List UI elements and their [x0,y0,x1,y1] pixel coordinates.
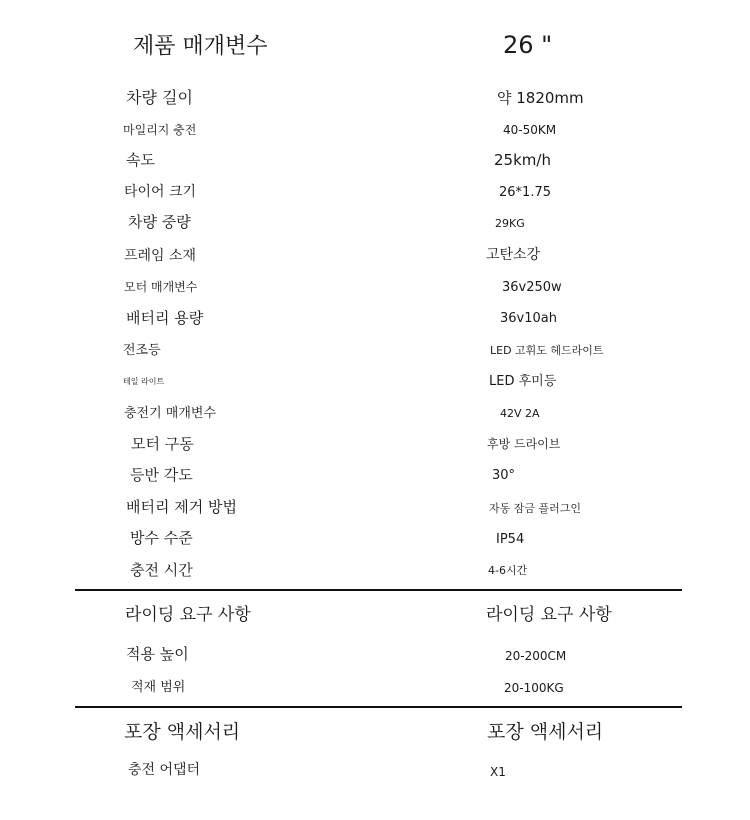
spec-label: 모터 매개변수 [124,280,198,294]
spec-label: 차량 중량 [128,213,191,231]
page-title: 제품 매개변수 [133,34,268,59]
accessories-section-title: 포장 액세서리 [124,721,241,743]
riding-value: 20-200CM [505,649,567,663]
riding-section-title-right: 라이딩 요구 사항 [486,605,612,625]
spec-label: 타이어 크기 [124,184,197,200]
spec-label: 배터리 제거 방법 [126,498,237,516]
spec-value: IP54 [496,532,525,547]
spec-label: 프레임 소재 [124,248,197,264]
spec-label: 등반 각도 [130,466,193,484]
section-divider [75,706,682,708]
spec-value: 29KG [495,217,525,230]
riding-section-title: 라이딩 요구 사항 [125,605,251,625]
spec-label: 마일리지 충전 [123,123,197,137]
spec-value: 40-50KM [503,123,557,137]
wheel-size-heading: 26 " [503,31,553,59]
spec-value: 26*1.75 [499,185,551,200]
accessories-section-title-right: 포장 액세서리 [487,721,604,743]
spec-label: 충전 시간 [130,561,193,579]
spec-label: 배터리 용량 [126,309,204,327]
spec-value: 36v10ah [500,311,557,326]
section-divider [75,589,682,591]
spec-label: 충전기 매개변수 [124,406,217,421]
spec-label: 차량 길이 [126,88,193,107]
spec-label: 테일 라이트 [123,377,165,386]
riding-label: 적용 높이 [126,645,189,663]
spec-value: 후방 드라이브 [487,437,561,451]
riding-value: 20-100KG [504,681,564,695]
spec-value: 25km/h [494,151,551,169]
accessory-value: X1 [490,765,506,779]
spec-value: 자동 잠금 플러그인 [489,502,582,515]
spec-label: 모터 구동 [131,435,194,453]
spec-label: 방수 수준 [130,529,193,547]
spec-value: 30° [492,468,516,483]
spec-value: LED 후미등 [489,374,557,389]
accessory-label: 충전 어댑터 [128,762,201,778]
spec-value: 4-6시간 [488,564,528,577]
spec-value: 약 1820mm [497,89,584,107]
spec-label: 속도 [126,151,155,169]
spec-label: 전조등 [123,343,161,358]
spec-value: LED 고휘도 헤드라이트 [490,344,604,357]
spec-value: 고탄소강 [486,247,541,263]
riding-label: 적재 범위 [131,680,186,695]
spec-value: 42V 2A [500,407,540,420]
spec-value: 36v250w [502,280,562,295]
